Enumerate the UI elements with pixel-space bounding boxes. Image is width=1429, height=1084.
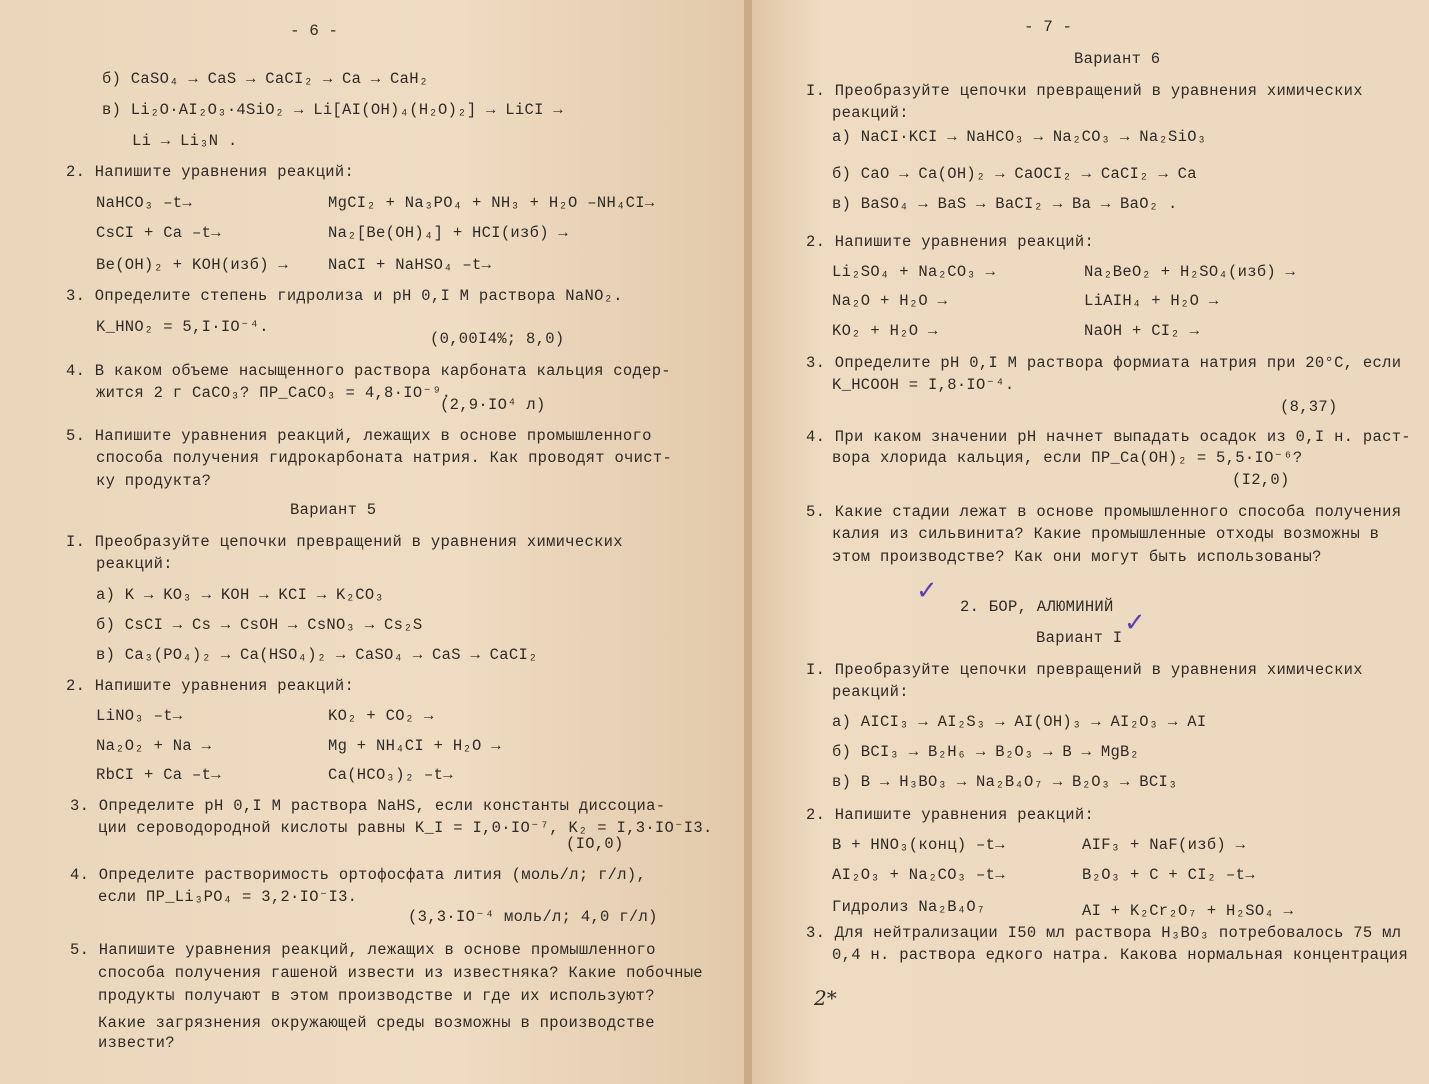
text-line: способа получения гидрокарбоната натрия. Как проводят очист-	[96, 449, 673, 467]
text-line: 4. При каком значении pH начнет выпадать осадок из 0,I н. раст-	[806, 428, 1411, 446]
equation: Ca(HCO₃)₂ –t→	[328, 766, 453, 784]
text-line: 5. Напишите уравнения реакций, лежащих в основе промышленного	[70, 941, 656, 959]
text-line: I. Преобразуйте цепочки превращений в уравнения химических	[806, 82, 1363, 100]
text-line: извести?	[98, 1034, 175, 1052]
equation: LiNO₃ –t→	[96, 707, 183, 725]
equation: KO₂ + CO₂ →	[328, 707, 434, 725]
section-heading: Вариант I	[1036, 629, 1123, 647]
text-line: 5. Какие стадии лежат в основе промышленного способа получения	[806, 503, 1402, 521]
equation: Li₂SO₄ + Na₂CO₃ →	[832, 263, 996, 281]
equation: Гидролиз Na₂B₄O₇	[832, 898, 986, 916]
equation: B + HNO₃(конц) –t→	[832, 836, 1005, 854]
text-line: продукты получают в этом производстве и где их используют?	[98, 987, 655, 1005]
text-line: Какие загрязнения окружающей среды возможны в производстве	[98, 1014, 655, 1032]
text-line: 4. В каком объеме насыщенного раствора карбоната кальция содер-	[66, 362, 671, 380]
equation: AIF₃ + NaF(изб) →	[1082, 836, 1246, 854]
equation: Na₂O + H₂O →	[832, 292, 948, 310]
equation: Na₂[Be(OH)₄] + HCI(изб) →	[328, 224, 569, 242]
equation: в) B → H₃BO₃ → Na₂B₄O₇ → B₂O₃ → BCI₃	[832, 773, 1178, 791]
checkmark-icon: ✓	[916, 576, 938, 606]
text-line: 3. Определите степень гидролиза и pH 0,I M раствора NaNO₂.	[66, 287, 623, 305]
checkmark-icon: ✓	[1124, 608, 1146, 638]
text-line: 3. Для нейтрализации I50 мл раствора H₃BO₃ потребовалось 75 мл	[806, 924, 1402, 942]
equation: Be(OH)₂ + KOH(изб) →	[96, 256, 289, 274]
equation: AI₂O₃ + Na₂CO₃ –t→	[832, 866, 1005, 884]
equation: RbCI + Ca –t→	[96, 766, 221, 784]
equation: NaOH + CI₂ →	[1084, 322, 1200, 340]
text-line: 0,4 н. раствора едкого натра. Какова нормальная концентрация	[832, 946, 1409, 964]
answer: (I2,0)	[1232, 471, 1290, 489]
chapter-heading: 2. БОР, АЛЮМИНИЙ	[960, 598, 1114, 616]
page-number-right: - 7 -	[1024, 18, 1073, 36]
text-line: Li → Li₃N .	[132, 132, 238, 150]
text-line: 2. Напишите уравнения реакций:	[66, 163, 355, 181]
text-line: реакций:	[832, 104, 909, 122]
equation: в) Ca₃(PO₄)₂ → Ca(HSO₄)₂ → CaSO₄ → CaS → CaCI₂	[96, 646, 538, 664]
page-number-left: - 6 -	[290, 22, 339, 40]
answer: (IO,0)	[566, 835, 624, 853]
text-line: ции сероводородной кислоты равны K_I = I,0·IO⁻⁷, K₂ = I,3·IO⁻I3.	[98, 819, 713, 837]
text-line: I. Преобразуйте цепочки превращений в уравнения химических	[806, 661, 1363, 679]
text-line: 2. Напишите уравнения реакций:	[806, 233, 1095, 251]
equation: Na₂O₂ + Na →	[96, 737, 212, 755]
equation: а) NaCI·KCI → NaHCO₃ → Na₂CO₃ → Na₂SiO₃	[832, 128, 1207, 146]
text-line: ку продукта?	[96, 472, 212, 490]
text-line: 3. Определите pH 0,I M раствора NaHS, если константы диссоциа-	[70, 797, 666, 815]
text-line: 2. Напишите уравнения реакций:	[66, 677, 355, 695]
equation: B₂O₃ + C + CI₂ –t→	[1082, 866, 1255, 884]
text-line: калия из сильвинита? Какие промышленные отходы возможны в	[832, 525, 1380, 543]
text-line: реакций:	[96, 555, 173, 573]
equation: в) BaSO₄ → BaS → BaCI₂ → Ba → BaO₂ .	[832, 195, 1178, 213]
text-line: в) Li₂O·AI₂O₃·4SiO₂ → Li[AI(OH)₄(H₂O)₂] → LiCI →	[102, 101, 563, 119]
equation: NaCI + NaHSO₄ –t→	[328, 256, 492, 274]
text-line: 4. Определите растворимость ортофосфата лития (моль/л; г/л),	[70, 866, 647, 884]
answer: (0,00I4%; 8,0)	[430, 330, 565, 348]
text-line: 2. Напишите уравнения реакций:	[806, 806, 1095, 824]
right-page	[752, 0, 1429, 1084]
equation: а) K → KO₃ → KOH → KCI → K₂CO₃	[96, 586, 385, 604]
answer: (8,37)	[1280, 398, 1338, 416]
text-line: способа получения гашеной извести из известняка? Какие побочные	[98, 964, 703, 982]
equation: MgCI₂ + Na₃PO₄ + NH₃ + H₂O –NH₄CI→	[328, 194, 655, 212]
text-line: I. Преобразуйте цепочки превращений в уравнения химических	[66, 533, 623, 551]
text-line: жится 2 г CaCO₃? ПР_CaCO₃ = 4,8·IO⁻⁹.	[96, 384, 452, 402]
text-line: если ПР_Li₃PO₄ = 3,2·IO⁻I3.	[98, 888, 358, 906]
equation: LiAIH₄ + H₂O →	[1084, 292, 1219, 310]
text-line: вора хлорида кальция, если ПР_Ca(OH)₂ = 5,5·IO⁻⁶?	[832, 449, 1303, 467]
signature-mark: 2*	[814, 986, 837, 1010]
text-line: K_HCOOH = I,8·IO⁻⁴.	[832, 376, 1015, 394]
text-line: 3. Определите pH 0,I M раствора формиата натрия при 20°C, если	[806, 354, 1402, 372]
text-line: реакций:	[832, 683, 909, 701]
equation: б) CsCI → Cs → CsOH → CsNO₃ → Cs₂S	[96, 616, 423, 634]
equation: Mg + NH₄CI + H₂O →	[328, 737, 501, 755]
text-line: 5. Напишите уравнения реакций, лежащих в основе промышленного	[66, 427, 652, 445]
text-line: K_HNO₂ = 5,I·IO⁻⁴.	[96, 318, 269, 336]
answer: (2,9·IO⁴ л)	[440, 396, 546, 414]
text-line: этом производстве? Как они могут быть использованы?	[832, 548, 1322, 566]
equation: CsCI + Ca –t→	[96, 224, 221, 242]
text-line: б) CaSO₄ → CaS → CaCI₂ → Ca → CaH₂	[102, 70, 429, 88]
answer: (3,3·IO⁻⁴ моль/л; 4,0 г/л)	[408, 908, 658, 926]
equation: Na₂BeO₂ + H₂SO₄(изб) →	[1084, 263, 1296, 281]
section-heading: Вариант 5	[290, 501, 377, 519]
book-spine	[744, 0, 752, 1084]
equation: KO₂ + H₂O →	[832, 322, 938, 340]
equation: б) BCI₃ → B₂H₆ → B₂O₃ → B → MgB₂	[832, 743, 1140, 761]
equation: б) CaO → Ca(OH)₂ → CaOCI₂ → CaCI₂ → Ca	[832, 165, 1197, 183]
equation: NaHCO₃ –t→	[96, 194, 193, 212]
equation: AI + K₂Cr₂O₇ + H₂SO₄ →	[1082, 902, 1294, 920]
equation: а) AICI₃ → AI₂S₃ → AI(OH)₃ → AI₂O₃ → AI	[832, 713, 1207, 731]
section-heading: Вариант 6	[1074, 50, 1161, 68]
